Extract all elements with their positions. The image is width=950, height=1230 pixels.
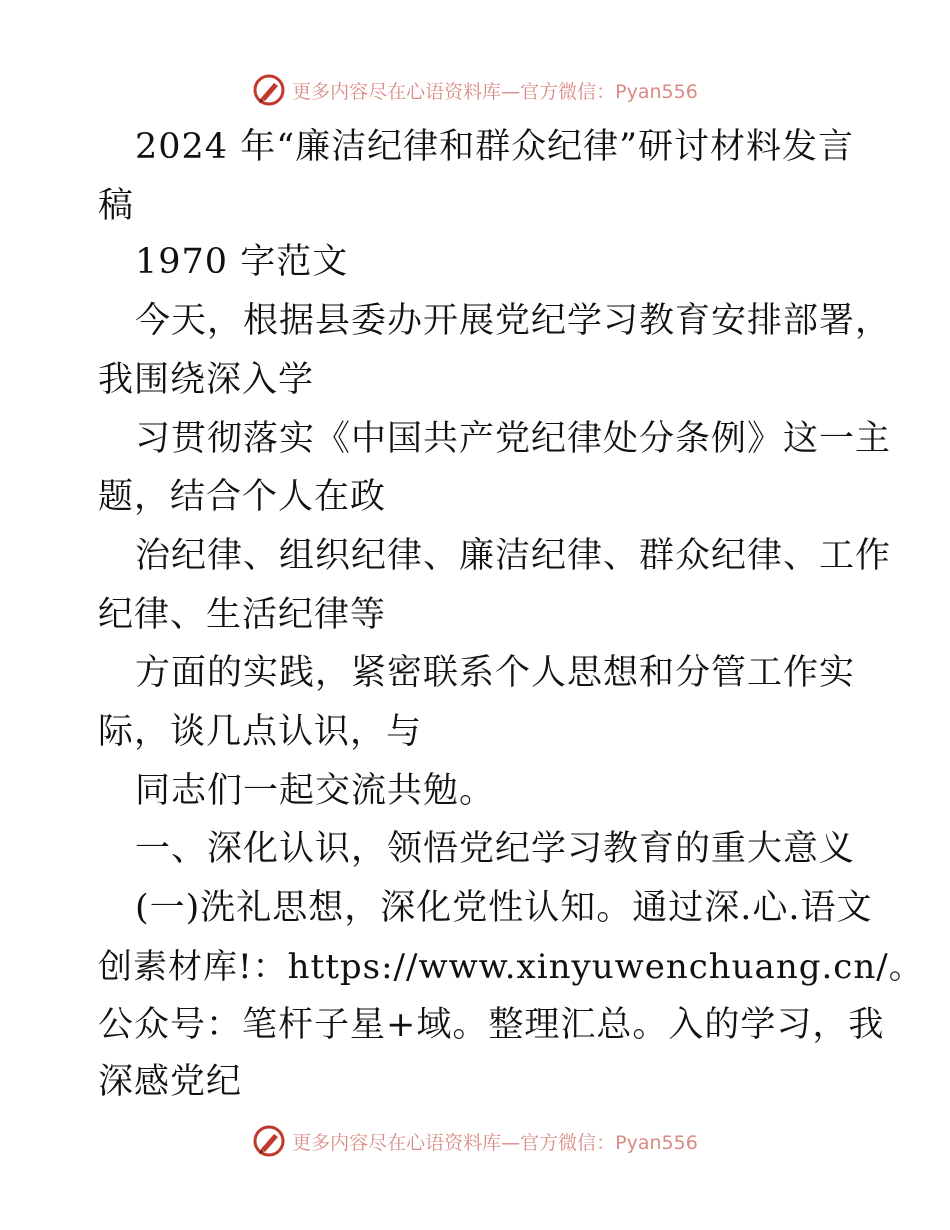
watermark-footer xyxy=(0,1121,950,1161)
paragraph-line: 我围绕深入学 xyxy=(98,360,315,400)
watermark-header xyxy=(0,70,950,110)
paragraph-line: 纪律、生活纪律等 xyxy=(98,595,387,635)
watermark-text: 更多内容尽在心语资料库—官方微信：Pyan556 xyxy=(292,80,698,103)
paragraph-line: 习贯彻落实《中国共产党纪律处分条例》这一主 xyxy=(135,419,892,459)
paragraph-line: 题，结合个人在政 xyxy=(98,477,387,517)
paragraph-line: 同志们一起交流共勉。 xyxy=(135,771,496,811)
paragraph-line: 治纪律、组织纪律、廉洁纪律、群众纪律、工作 xyxy=(135,536,892,576)
watermark-text: 更多内容尽在心语资料库—官方微信：Pyan556 xyxy=(292,1131,698,1154)
paragraph-line: 深感党纪 xyxy=(98,1062,243,1102)
paragraph-line: 创素材库!：https://www.xinyuwenchuang.cn/。 xyxy=(98,947,924,987)
paragraph-line: 今天，根据县委办开展党纪学习教育安排部署， xyxy=(135,301,892,341)
paragraph-line: 公众号：笔杆子星+域。整理汇总。入的学习，我 xyxy=(98,1005,885,1045)
paragraph-line: (一)洗礼思想，深化党性认知。通过深.心.语文 xyxy=(135,888,873,928)
paragraph-line: 方面的实践，紧密联系个人思想和分管工作实 xyxy=(135,653,856,693)
paragraph-line: 际，谈几点认识，与 xyxy=(98,712,423,752)
title-line-2: 稿 xyxy=(98,186,135,226)
pen-logo-icon xyxy=(252,1124,286,1158)
section-heading: 一、深化认识，领悟党纪学习教育的重大意义 xyxy=(135,829,856,869)
title-line-1: 2024 年“廉洁纪律和群众纪律”研讨材料发言 xyxy=(135,127,854,167)
subtitle-word-count: 1970 字范文 xyxy=(135,242,349,282)
pen-logo-icon xyxy=(252,73,286,107)
